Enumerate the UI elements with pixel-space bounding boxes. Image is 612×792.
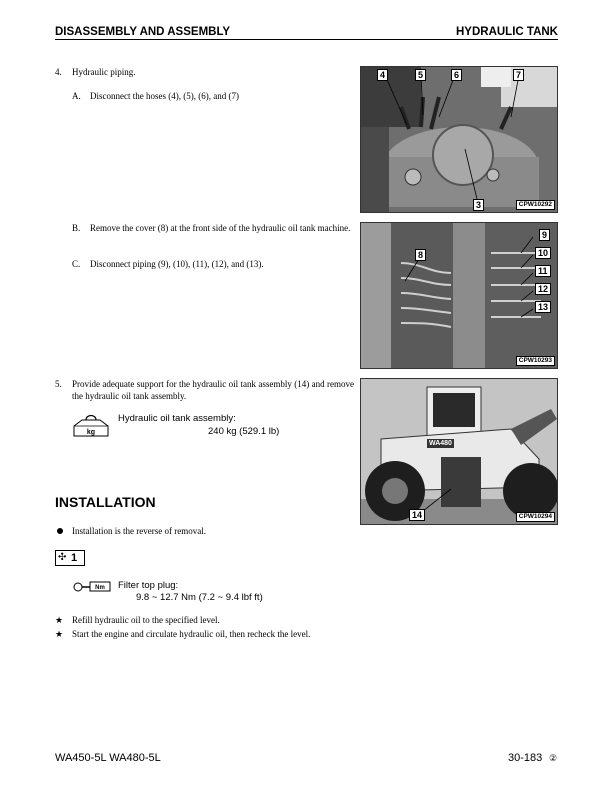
callout-6: 6 [451,69,462,81]
callout-11: 11 [535,265,551,277]
figure-3-photo [360,378,558,525]
step-5-text: Provide adequate support for the hydraulic oil tank assembly (14) and remove the hydraulic oil tank assembly. [72,379,354,401]
callout-4: 4 [377,69,388,81]
step-4-title: Hydraulic piping. [72,67,136,77]
callout-7: 7 [513,69,524,81]
step-4-number: 4. [55,67,62,77]
figure-1-photo [360,66,558,213]
callout-5: 5 [415,69,426,81]
weight-value: 240 kg (529.1 lb) [208,426,280,437]
callout-10: 10 [535,247,551,259]
reference-mark [55,550,85,566]
step-4c-text: Disconnect piping (9), (10), (11), (12), and (13). [90,259,264,269]
figure-1-caption: CPW10292 [516,200,555,210]
installation-bullet: Installation is the reverse of removal. [72,526,206,536]
torque-icon-label: Nm [95,585,105,591]
step-4a-text: Disconnect the hoses (4), (5), (6), and (7) [90,91,239,101]
step-4b-label: B. [72,223,81,233]
weight-icon-label: kg [86,429,96,436]
step-5-number: 5. [55,379,62,389]
step-4c-label: C. [72,259,81,269]
footer-page-number: 30-183 [508,752,543,764]
callout-13: 13 [535,301,551,313]
footer-revision-mark: ② [549,753,558,763]
note-refill: Refill hydraulic oil to the specified level. [72,615,220,625]
snowflake-icon: ✣ [58,552,67,563]
callout-3: 3 [473,199,484,211]
step-4b-text: Remove the cover (8) at the front side of the hydraulic oil tank machine. [90,223,351,233]
weight-label: Hydraulic oil tank assembly: [118,413,236,424]
loader-model-label: WA480 [429,440,452,447]
callout-14: 14 [409,509,425,521]
torque-wrench-icon [72,578,112,594]
torque-label: Filter top plug: [118,580,179,591]
figure-3-caption: CPW10294 [516,512,555,522]
figure-2-photo [360,222,558,369]
installation-heading: INSTALLATION [55,494,156,510]
weight-icon [72,412,110,438]
callout-8: 8 [415,249,426,261]
page-header-section: DISASSEMBLY AND ASSEMBLY [55,26,231,38]
note-recheck: Start the engine and circulate hydraulic oil, then recheck the level. [72,629,311,639]
footer-model: WA450-5L WA480-5L [55,752,161,764]
torque-value: 9.8 ~ 12.7 Nm (7.2 ~ 9.4 lbf ft) [136,592,263,603]
bullet-dot-icon [57,528,63,534]
callout-12: 12 [535,283,551,295]
callout-9: 9 [539,229,550,241]
page-header-title: HYDRAULIC TANK [455,26,558,38]
reference-number: 1 [71,552,78,564]
header-rule [55,39,558,40]
figure-2-caption: CPW10293 [516,356,555,366]
step-4a-label: A. [72,91,81,101]
star-icon: ★ [55,629,64,639]
star-icon: ★ [55,615,64,625]
